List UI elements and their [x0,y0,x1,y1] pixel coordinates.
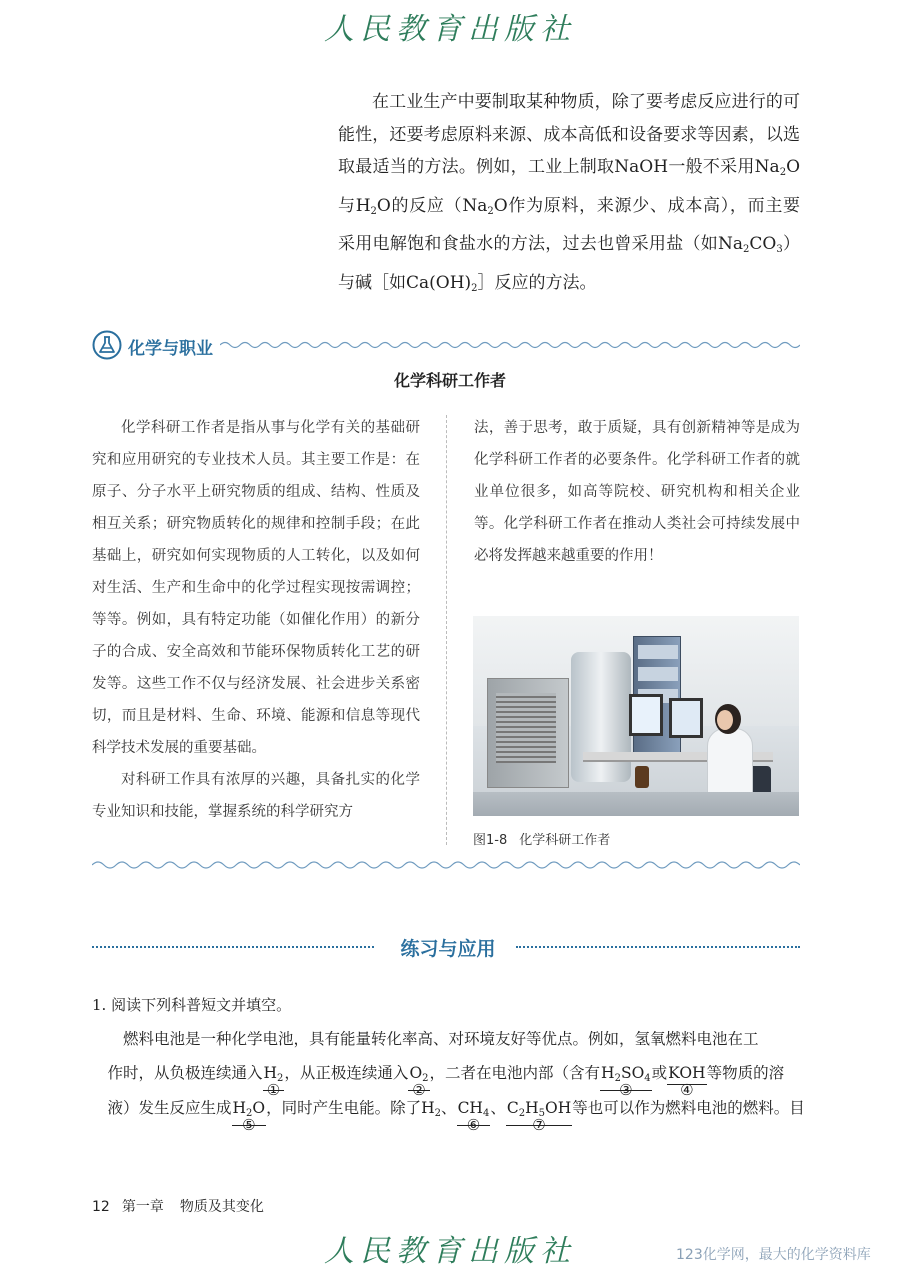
answer-blank-6: $CH_4$ ⑥ [457,1099,490,1134]
wave-divider [220,338,800,352]
figure-caption: 图1-8 化学科研工作者 [473,833,611,848]
flask-icon [92,330,122,360]
answer-blank-1: $H_2$ ① [263,1064,284,1099]
intro-paragraph: 在工业生产中要制取某种物质，除了要考虑反应进行的可能性，还要考虑原料来源、成本高低和设备要求等因素，以选取最适当的方法。例如，工业上制取NaOH一般不采用$Na_2O$与$H_2O$的反应（$Na_2O$作为原料，来源少、成本高），而主要采用电解饱和食盐水的方法，过去也曾采用盐（如$Na_2CO_3$）与碱［如$Ca(OH)_2]$反应的方法。 [338,92,801,294]
answer-blank-7: $C_2H_5OH$ ⑦ [506,1099,572,1134]
career-paragraph-3: 法，善于思考，敢于质疑，具有创新精神等是成为化学科研工作者的必要条件。化学科研工作者的就业单位很多，如高等院校、研究机构和相关企业等。化学科研工作者在推动人类社会可持续发展中必将发挥越来越重要的作用！ [474,420,800,564]
answer-blank-3: $H_2SO_4$ ③ [601,1064,651,1099]
career-paragraph-1: 化学科研工作者是指从事与化学有关的基础研究和应用研究的专业技术人员。其主要工作是：在原子、分子水平上研究物质的组成、结构、性质及相互关系；研究物质转化的规律和控制手段；在此基础上，研究如何实现物质的人工转化，以及如何对生活、生产和生命中的化学过程实现按需调控；等等。例如，具有特定功能（如催化作用）的新分子的合成、安全高效和节能环保物质转化工艺的研发等。这些工作不仅与经济发展、社会进步关系密切，而且是材料、生命、环境、能源和信息等现代科学技术发展的重要基础。 [92,420,420,756]
page-number: 12 [92,1199,110,1215]
career-title: 化学科研工作者 [393,371,506,390]
section-label: 物质及其变化 [179,1199,264,1215]
career-section-header [92,330,800,362]
answer-blank-2: $O_2$ ② [409,1064,429,1099]
career-right-column [474,412,800,572]
answer-blank-4: KOH ④ [668,1064,706,1099]
career-paragraph-2: 对科研工作具有浓厚的兴趣，具备扎实的化学专业知识和技能，掌握系统的科学研究方 [92,772,420,820]
lab-photo [473,616,799,816]
question-1-prompt: 1. 阅读下列科普短文并填空。 [92,996,292,1014]
answer-blank-5: $H_2O$ ⑤ [232,1099,266,1134]
watermark-text: 123化学网，最大的化学资料库 [676,1247,871,1263]
publisher-logo-top: 人民教育出版社 [324,12,576,47]
wave-divider-bottom [92,858,800,872]
exercise-title: 练习与应用 [400,938,496,960]
column-divider [446,415,447,845]
publisher-logo-bottom: 人民教育出版社 [324,1234,576,1269]
career-label: 化学与职业 [128,339,213,359]
question-1-passage: 燃料电池是一种化学电池，具有能量转化率高、对环境友好等优点。例如，氢氧燃料电池在工 作时，从负极连续通入$H_2$ ① ，从正极连续通入$O_2$ ② ，二者在电池内部（含有$H_2SO_4$ ③ 或KOH ④ 等物质的溶 液）发生反应生成$H_2O$ ⑤ ，同时产生电能。除了$H_2$、$CH_4$ ⑥ 、$C_2H_5OH$ ⑦ 等也可以作为燃料电池的燃料。目 [107,1030,805,1134]
chapter-label: 第一章 [121,1199,164,1215]
page-footer [92,1196,264,1216]
exercise-header [92,932,800,962]
career-left-column [92,412,420,828]
